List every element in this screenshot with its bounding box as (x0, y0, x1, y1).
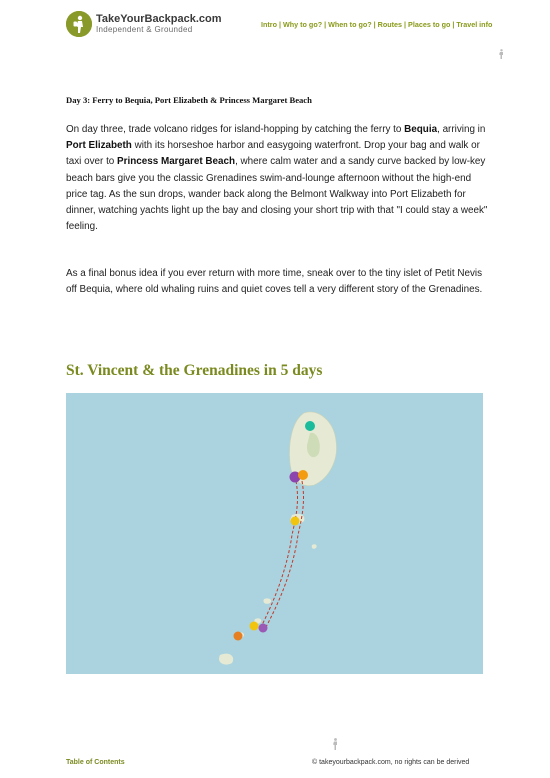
brand-tagline: Independent & Grounded (96, 25, 193, 34)
bequia-link[interactable]: Bequia (404, 124, 438, 135)
hiker-icon (497, 49, 505, 59)
page-header (0, 0, 550, 60)
nav-item-intro[interactable]: Intro (261, 20, 277, 29)
marker-1 (305, 421, 315, 431)
princess-margaret-beach-link[interactable]: Princess Margaret Beach (117, 156, 236, 168)
route-map[interactable] (66, 393, 483, 674)
nav-item-routes[interactable]: Routes (377, 20, 403, 29)
table-of-contents-link[interactable]: Table of Contents (66, 759, 125, 766)
copyright-notice: © takeyourbackpack.com, no rights can be derived (312, 759, 470, 766)
marker-6 (250, 622, 259, 631)
hiker-icon (331, 738, 339, 750)
paragraph-day3: On day three, trade volcano ridges for island-hopping by catching the ferry to Bequia, arriving in Port Elizabeth with its horseshoe harbor and easygoing waterfront. Drop your bag and walk or taxi over to Princess Margaret Beach, where calm water and a sandy curve backed by low-key beach bars give you the classic Grenadines swim-and-lounge afternoon without the high-end price tag. As the sun drops, wander back along the Belmont Walkway into Port Elizabeth for dinner, watching yachts light up the bay and closing your short trip with that "I could stay a week" feeling. (66, 124, 488, 233)
brand-name[interactable]: TakeYourBackpack.com (96, 13, 222, 25)
paragraph-bonus: As a final bonus idea if you ever return with more time, sneak over to the tiny islet of Petit Nevis off Bequia, where old whaling ruins and quiet coves tell a very different story of the Grenadines. (66, 268, 483, 296)
marker-3 (298, 470, 308, 480)
nav-item-when[interactable]: When to go? (328, 20, 372, 29)
nav-item-places[interactable]: Places to go (408, 20, 451, 29)
port-elizabeth-link[interactable]: Port Elizabeth (66, 140, 132, 152)
marker-7 (259, 624, 268, 633)
marker-5 (234, 632, 243, 641)
top-nav: Intro | Why to go? | When to go? | Routes | Places to go | Travel info (261, 20, 493, 29)
nav-item-why[interactable]: Why to go? (282, 20, 323, 29)
day-heading: Day 3: Ferry to Bequia, Port Elizabeth & Princess Margaret Beach (66, 95, 312, 105)
backpacker-logo-icon[interactable] (66, 11, 92, 37)
nav-item-travel-info[interactable]: Travel info (456, 20, 493, 29)
marker-4 (291, 517, 300, 526)
section-title: St. Vincent & the Grenadines in 5 days (66, 362, 323, 379)
